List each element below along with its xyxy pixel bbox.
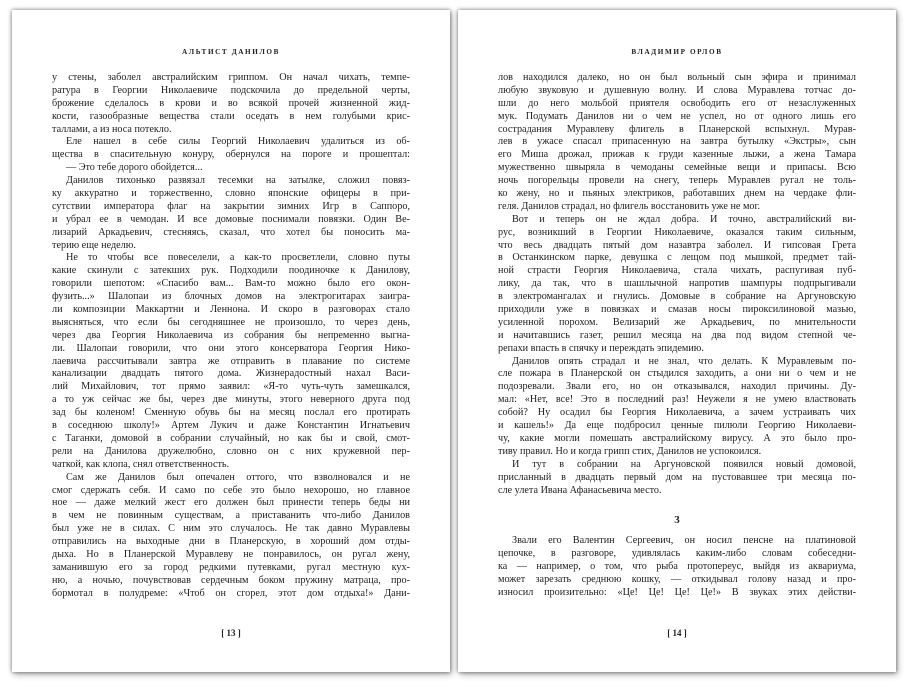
text-line: у стены, заболел австралийским гриппом. Он начал чихать, темпе- (52, 72, 410, 83)
text-line: износил произительно: «Це! Це! Це! Це!» В звуках этих действи- (498, 586, 856, 598)
text-line: зад бы коленом! Сменную обувь бы на месяц послал его протирать (52, 407, 410, 419)
text-line: мал: «Нет, все! Это в последний раз! Неужели я не умею властвовать (498, 394, 856, 406)
text-line: подозревали. Звали его, но он отказывался, находил причины. Ду- (498, 381, 856, 393)
running-head: АЛЬТИСТ ДАНИЛОВ (182, 48, 280, 56)
text-line: присланный в двадцать первый дом на пустовавшее три месяца по- (498, 471, 856, 483)
chapter-number: 3 (674, 514, 680, 527)
text-line: канализации двадцать пятого дома. Жизнерадостный нахал Васи- (52, 368, 410, 380)
text-line: кости, газообразные вещества стали оседать в нем голубыми крис- (52, 110, 410, 122)
text-line: сле улета Ивана Афанасьевича место. (498, 484, 662, 496)
text-line: лаевича рассчитывали завтра же отправить в плавание по системе (52, 355, 410, 367)
text-line: чаткой, как клопа, снял ответственность. (52, 458, 230, 470)
body-text (52, 72, 410, 601)
text-line: говорили шепотом: «Спасибо вам... Вам-то можно было его окон- (52, 278, 410, 290)
text-line: ли композиции Маккартни и Леннона. И скоро в разговорах стало (52, 304, 410, 316)
text-line: цепочке, в разговоре, удивлялась каким-либо словам собеседни- (498, 548, 856, 560)
text-line: Сам же Данилов был опечален оттого, что взволновался и не (66, 471, 410, 483)
text-line: мук. Подумать Данилов ни о чем не успел, но от одного лишь его (498, 110, 856, 122)
text-line: геля. Данилов страдал, но флигель восстановить уже не мог. (498, 200, 761, 212)
right-page (458, 10, 896, 672)
text-line: брожение сделалось в крови и во всякой прочей жизненной жид- (52, 97, 410, 109)
text-line: усиленной порохом. Велизарий же Аркадьевич, по мнительности (498, 316, 856, 328)
text-line: Еле нашел в себе силы Георгий Николаевич удалиться из об- (66, 136, 410, 148)
text-line: дыха. Но в Планерской Муравлеву не понравилось, он ругал жену, (52, 548, 410, 560)
text-line: в соседнюю школу!» Артем Лукич и даже Константин Игнатьевич (52, 420, 410, 432)
text-block-after-chapter (498, 535, 856, 599)
text-line: фузить...» Шалопаи из блочных домов на электрогитарах заигра- (52, 291, 410, 303)
text-line: и убрал ее в чемодан. И все домовые поснимали повязки. Один Ве- (52, 213, 410, 225)
text-line: терию еще неделю. (52, 239, 136, 251)
text-line: отправились на выходные дни в Планерскую, в хороший дом отды- (52, 536, 410, 548)
text-line: был уже не в силах. С ним это случалось. Не так давно Муравлевы (52, 523, 410, 535)
text-line: ку аккуратно и торжественно, словно японские офицеры в при- (52, 188, 410, 200)
text-line: в электромангалах и гнулись. Домовые в собрание на Аргуновскую (498, 291, 856, 303)
text-line: заманившую его за город редкими путевками, ругал местную кух- (52, 561, 410, 573)
text-line: репахи впасть в спячку и переждать эпидемию. (498, 342, 704, 354)
text-line: ка — например, о том, что рыба протопереус, выйдя из аквариума, (498, 561, 856, 573)
text-line: ночь погорельцы провели на снегу, теперь Муравлев ругал не толь- (498, 175, 856, 187)
text-line: лику, да так, что в шашлычной напротив шампуры подпрыгивали (498, 278, 856, 290)
text-line: любую звуковую и душевную волну. И слова Муравлева тотчас до- (498, 84, 856, 96)
text-line: Вот и теперь он не ждал добра. И точно, австралийский ви- (512, 213, 856, 225)
text-line: и кашель!» Да еще подбросил ценные пилюли Георгию Николаеви- (498, 420, 856, 432)
text-line: через два Георгия Николаевича из собрания бы непременно выгна- (52, 329, 410, 341)
text-line: смог сдержать себя. И само по себе это было нехорошо, но главное (52, 484, 410, 496)
text-line: лизарий Аркадьевич, стесняясь, сказал, что хотел бы поносить ма- (52, 226, 410, 238)
text-line: ной страсти Георгия Николаевича, стала чихать, распугивая пуб- (498, 265, 856, 277)
text-line: ли. Шалопаи говорили, что они этого консерватора Георгия Нико- (52, 342, 410, 354)
text-line: Не то чтобы все повеселели, а как-то просветлели, словно путы (66, 252, 410, 264)
text-line: — Это тебе дорого обойдется... (66, 162, 203, 174)
text-line: лев в ужасе спасал припасенную на завтра бутылку «Экстры», сын (498, 136, 856, 148)
text-line: выясняться, что если бы сегодняшнее не произошло, то через день, (52, 316, 410, 328)
text-block-before-chapter (498, 72, 856, 497)
text-line: шли до него мольбой приятеля освободить его от незаслуженных (498, 97, 856, 109)
text-line: приходили уже в повязках и смазав носы пироксилиновой мазью, (498, 304, 856, 316)
text-line: Данилов опять страдал и не знал, что делать. К Муравлевым по- (512, 355, 856, 367)
text-line: сутствии императора флаг на закрытии зимних Игр в Саппоро, (52, 200, 410, 212)
text-line: ратура в Георгии Николаевиче подскочила до предельной черты, (52, 84, 410, 96)
text-line: что весь двадцать пятый дом назавтра заболел. И гипсовая Грета (498, 239, 856, 251)
running-head: ВЛАДИМИР ОРЛОВ (631, 48, 723, 56)
text-line: бормотал в полудреме: «Чтоб он сгорел, этот дом отдыха!» Дани- (52, 587, 410, 599)
text-line: и начитавшись газет, решил месяца на два под видом степной че- (498, 329, 856, 341)
text-line: рели на Данилова дружелюбно, словно он с них кружевной пер- (52, 445, 410, 457)
text-line: таллами, а из носа потекло. (52, 123, 172, 135)
text-line: сле пожара в Планерской он стыдился заходить, а они ни о чем и не (498, 368, 856, 380)
text-line: ко жену, но и пьяных электриков, работавших днем на чердаке фли- (498, 188, 856, 200)
text-line: Данилов тихонько развязал тесемки на затылке, сложил повяз- (66, 175, 410, 187)
text-line: рус, возникший в Георгии Николаевиче, оказался таким сильным, (498, 226, 856, 238)
text-line: щества в спасительную конуру, обернулся на пороге и прошептал: (52, 149, 410, 161)
text-line: сострадания Муравлеву флигель в Планерской вспыхнул. Мурав- (498, 123, 856, 135)
page-number: [ 14 ] (667, 628, 687, 638)
page-number: [ 13 ] (221, 628, 241, 638)
text-line: лов находился далеко, но он был вольный сын эфира и принимал (498, 72, 856, 83)
text-line: собой? Ну осадил бы Георгия Николаевича, а зачем устраивать чих (498, 407, 856, 419)
left-page (12, 10, 450, 672)
text-line: может зарезать среднюю кошку, — откидывал голову назад и про- (498, 574, 856, 586)
text-line: тиву правил. Но и когда грипп стих, Данилов не успокоился. (498, 445, 762, 457)
body-text (498, 72, 856, 600)
text-line: с Таганки, домовой в собрании случайный, но как бы и свой, смот- (52, 432, 410, 444)
text-line: чу, какие могли помешать австралийскому вирусу. А это было про- (498, 432, 856, 444)
text-line: мужественно швыряла в чемоданы семейные вещи и припасы. Всю (498, 162, 856, 174)
text-line: лий Михайлович, тот прямо заявил: «Я-то чуть-чуть замешкался, (52, 381, 410, 393)
text-line: ное — даже мелкий жест его должен был принести теперь беды ни (52, 497, 410, 509)
text-line: его Миша дрожал, прижав к груди казенные лыжи, а жена Тамара (498, 149, 856, 161)
text-line: в Останкинском парке, девушка с лещом под мышкой, предмет тай- (498, 252, 856, 264)
text-line: а то уж сейчас же бы, через две минуты, этого неверного друга под (52, 394, 410, 406)
text-line: какие скинули с затекших рук. Подходили поодиночке к Данилову, (52, 265, 410, 277)
text-line: И тут в собрании на Аргуновской появился новый домовой, (512, 458, 856, 470)
text-line: Звали его Валентин Сергеевич, он носил пенсне на платиновой (512, 535, 856, 547)
text-line: ню, а ночью, почувствовав сердечным боком пружину матраца, про- (52, 574, 410, 586)
text-line: в чем не повинным существам, а приставанить что-либо Данилов (52, 510, 410, 522)
